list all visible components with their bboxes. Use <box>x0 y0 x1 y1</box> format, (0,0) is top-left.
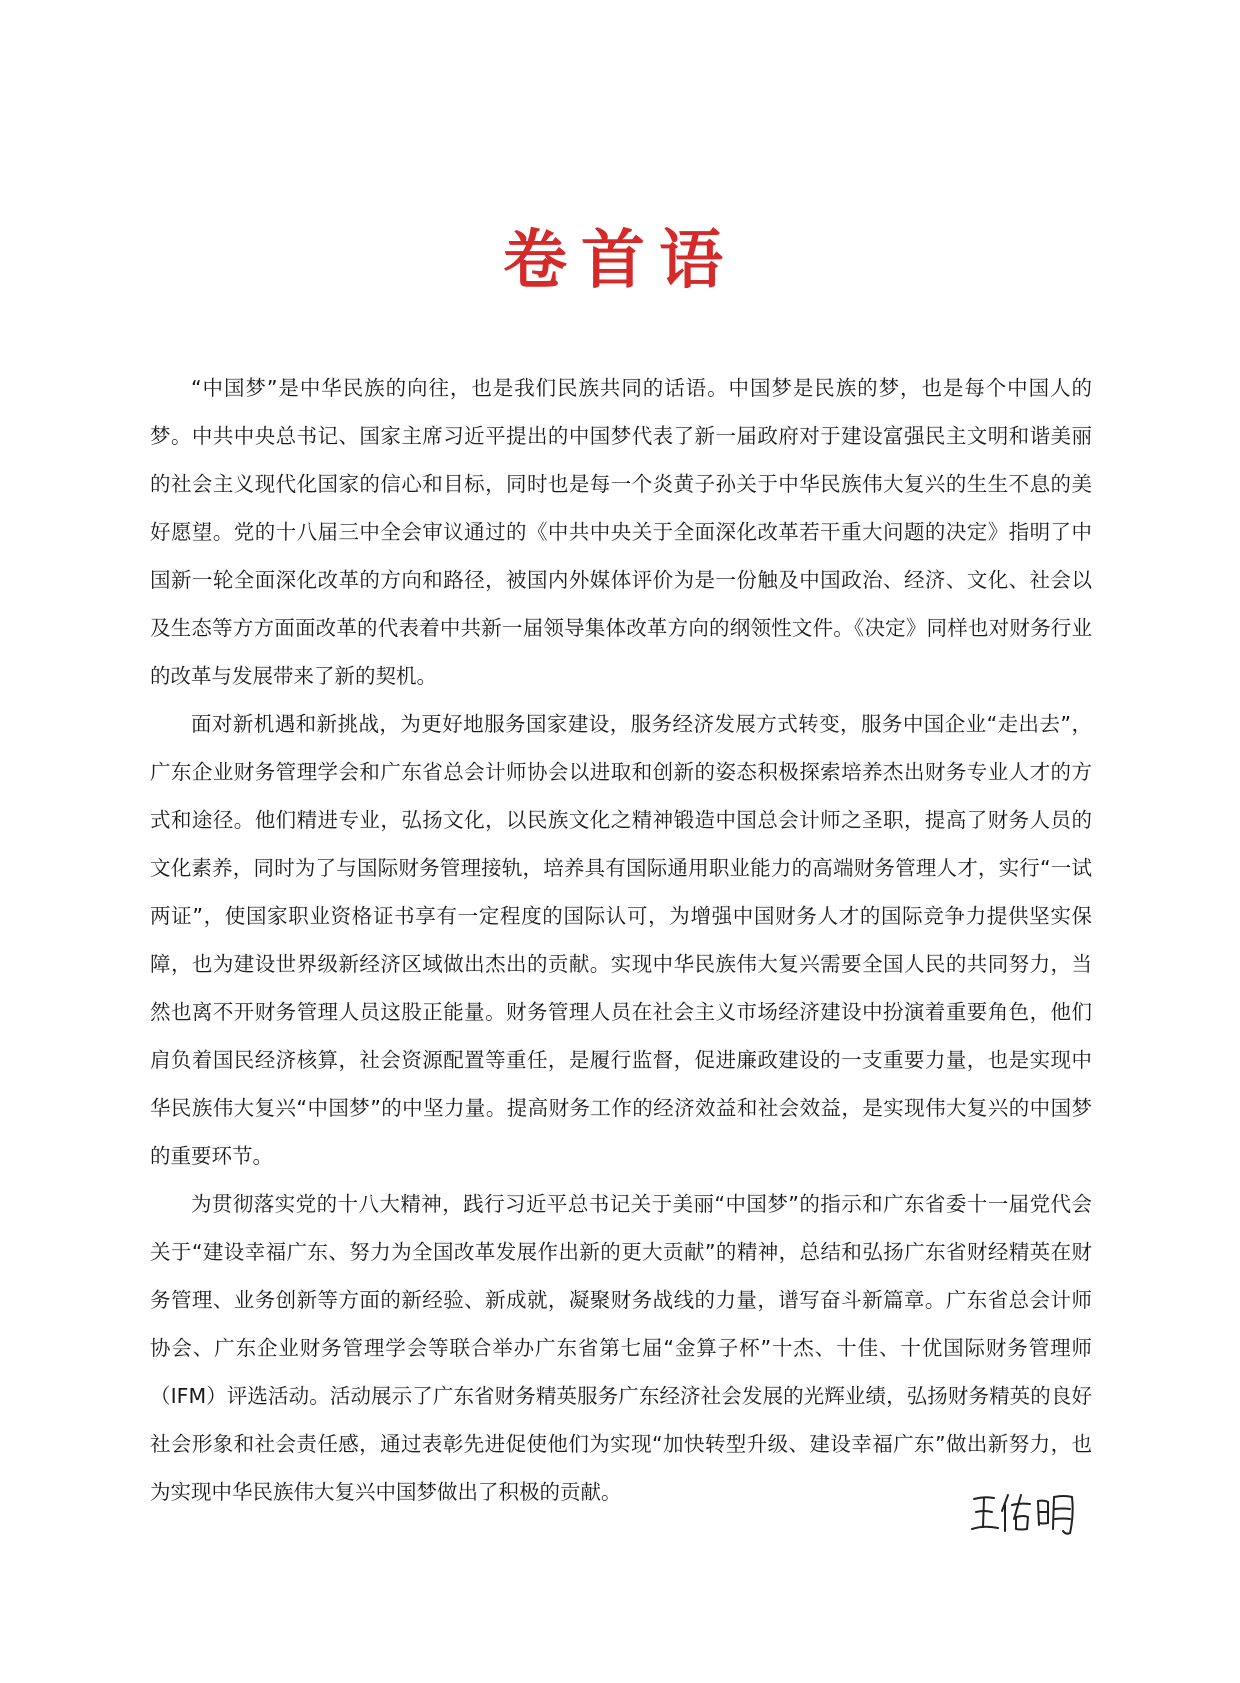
handwritten-signature <box>968 1485 1088 1541</box>
paragraph-1: “中国梦”是中华民族的向往，也是我们民族共同的话语。中国梦是民族的梦，也是每个中国人的梦。中共中央总书记、国家主席习近平提出的中国梦代表了新一届政府对于建设富强民主文明和谐美丽的社会主义现代化国家的信心和目标，同时也是每一个炎黄子孙关于中华民族伟大复兴的生生不息的美好愿望。党的十八届三中全会审议通过的《中共中央关于全面深化改革若干重大问题的决定》指明了中国新一轮全面深化改革的方向和路径，被国内外媒体评价为是一份触及中国政治、经济、文化、社会以及生态等方方面面改革的代表着中共新一届领导集体改革方向的纲领性文件。《决定》同样也对财务行业的改革与发展带来了新的契机。 <box>150 376 1092 688</box>
page-title: 卷首语 <box>503 223 737 298</box>
body-text <box>150 364 1092 1516</box>
paragraph-2: 面对新机遇和新挑战，为更好地服务国家建设，服务经济发展方式转变，服务中国企业“走出去”，广东企业财务管理学会和广东省总会计师协会以进取和创新的姿态积极探索培养杰出财务专业人才的方式和途径。他们精进专业，弘扬文化，以民族文化之精神锻造中国总会计师之圣职，提高了财务人员的文化素养，同时为了与国际财务管理接轨，培养具有国际通用职业能力的高端财务管理人才，实行“一试两证”，使国家职业资格证书享有一定程度的国际认可，为增强中国财务人才的国际竞争力提供坚实保障，也为建设世界级新经济区域做出杰出的贡献。实现中华民族伟大复兴需要全国人民的共同努力，当然也离不开财务管理人员这股正能量。财务管理人员在社会主义市场经济建设中扮演着重要角色，他们肩负着国民经济核算，社会资源配置等重任，是履行监督，促进廉政建设的一支重要力量，也是实现中华民族伟大复兴“中国梦”的中坚力量。提高财务工作的经济效益和社会效益，是实现伟大复兴的中国梦的重要环节。 <box>150 712 1092 1168</box>
paragraph-3: 为贯彻落实党的十八大精神，践行习近平总书记关于美丽“中国梦”的指示和广东省委十一届党代会关于“建设幸福广东、努力为全国改革发展作出新的更大贡献”的精神，总结和弘扬广东省财经精英在财务管理、业务创新等方面的新经验、新成就，凝聚财务战线的力量，谱写奋斗新篇章。广东省总会计师协会、广东企业财务管理学会等联合举办广东省第七届“金算子杯”十杰、十佳、十优国际财务管理师（IFM）评选活动。活动展示了广东省财务精英服务广东经济社会发展的光辉业绩，弘扬财务精英的良好社会形象和社会责任感，通过表彰先进促使他们为实现“加快转型升级、建设幸福广东”做出新努力，也为实现中华民族伟大复兴中国梦做出了积极的贡献。 <box>150 1192 1092 1504</box>
